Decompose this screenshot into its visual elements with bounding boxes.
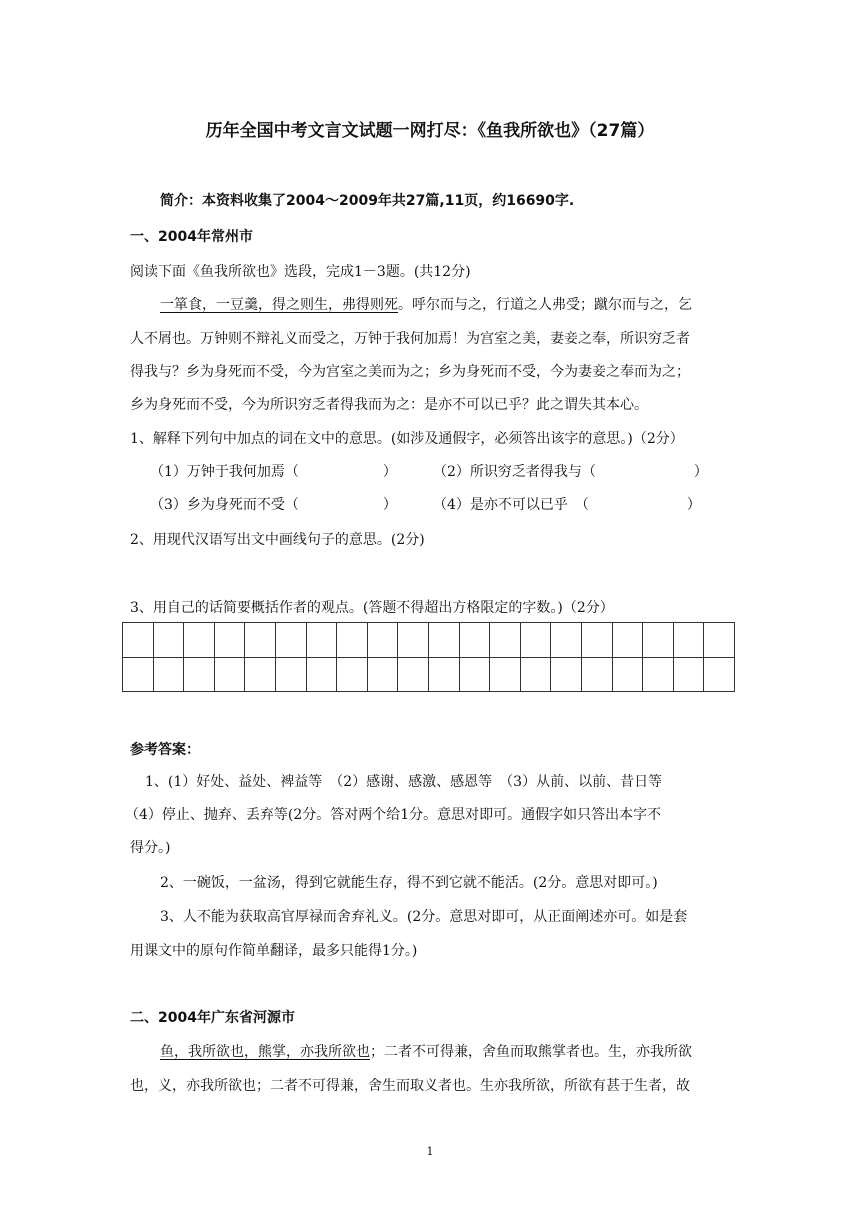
answer-grid-cell[interactable]	[337, 657, 368, 692]
passage-text: ；二者不可得兼，舍鱼而取熊掌者也。生，亦我所欲	[370, 1044, 692, 1060]
answer-grid-cell[interactable]	[428, 657, 459, 692]
answer-grid-cell[interactable]	[673, 623, 704, 658]
answer-grid-cell[interactable]	[367, 623, 398, 658]
answer-grid-cell[interactable]	[428, 623, 459, 658]
answer-grid-cell[interactable]	[398, 623, 429, 658]
answer-grid-cell[interactable]	[245, 657, 276, 692]
section-2-heading: 二、2004年广东省河源市	[130, 1010, 295, 1026]
section-2-passage-line-2: 也，义，亦我所欲也；二者不可得兼，舍生而取义者也。生亦我所欲，所欲有甚于生者，故	[130, 1078, 690, 1094]
answer-grid-cell[interactable]	[551, 657, 582, 692]
answer-1-line-3: 得分。)	[130, 840, 171, 856]
passage-line-3: 得我与？乡为身死而不受，今为宫室之美而为之；乡为身死而不受，今为妻妾之奉而为之；	[130, 364, 690, 380]
answer-grid-cell[interactable]	[306, 657, 337, 692]
answer-grid-cell[interactable]	[490, 657, 521, 692]
answer-grid-cell[interactable]	[153, 623, 184, 658]
answer-grid-cell[interactable]	[214, 657, 245, 692]
answer-grid	[122, 622, 735, 692]
answer-grid-cell[interactable]	[245, 623, 276, 658]
answer-grid-cell[interactable]	[581, 623, 612, 658]
section-2-passage-line-1	[160, 1041, 692, 1061]
answer-grid-cell[interactable]	[184, 657, 215, 692]
underlined-sentence: 一箪食，一豆羹，得之则生，弗得则死	[160, 297, 398, 313]
section-1-instruction: 阅读下面《鱼我所欲也》选段，完成1－3题。(共12分)	[130, 264, 471, 280]
underlined-sentence: 鱼，我所欲也，熊掌，亦我所欲也	[160, 1044, 370, 1060]
answer-grid-cell[interactable]	[367, 657, 398, 692]
answer-grid-cell[interactable]	[275, 657, 306, 692]
answer-1-line-1: 1、(1）好处、益处、裨益等 （2）感谢、感激、感恩等 （3）从前、以前、昔日等	[145, 774, 663, 790]
answer-grid-cell[interactable]	[123, 623, 154, 658]
passage-text: 。呼尔而与之，行道之人弗受；蹴尔而与之，乞	[398, 297, 692, 313]
answer-grid-cell[interactable]	[673, 657, 704, 692]
question-1-item-1: （1）万钟于我何加焉（ ）	[150, 464, 397, 480]
answer-grid-cell[interactable]	[581, 657, 612, 692]
page-number: 1	[426, 1145, 434, 1158]
intro-text: 简介：本资料收集了2004～2009年共27篇,11页，约16690字.	[160, 193, 575, 209]
answer-grid-cell[interactable]	[520, 623, 551, 658]
answer-heading: 参考答案：	[130, 742, 200, 758]
answer-3-line-1: 3、人不能为获取高官厚禄而舍弃礼义。(2分。意思对即可，从正面阐述亦可。如是套	[160, 909, 688, 925]
answer-grid-cell[interactable]	[214, 623, 245, 658]
question-1: 1、解释下列句中加点的词在文中的意思。(如涉及通假字，必须答出该字的意思。)（2分）	[130, 431, 684, 447]
answer-grid-cell[interactable]	[490, 623, 521, 658]
answer-grid-cell[interactable]	[184, 623, 215, 658]
answer-grid-cell[interactable]	[704, 657, 735, 692]
answer-1-line-2: （4）停止、抛弃、丢弃等(2分。答对两个给1分。意思对即可。通假字如只答出本字不	[125, 807, 662, 823]
answer-grid-cell[interactable]	[612, 657, 643, 692]
question-3: 3、用自己的话简要概括作者的观点。(答题不得超出方格限定的字数。)（2分）	[130, 600, 614, 616]
answer-grid-cell[interactable]	[398, 657, 429, 692]
document-title: 历年全国中考文言文试题一网打尽：《鱼我所欲也》（27篇）	[205, 121, 655, 141]
question-2: 2、用现代汉语写出文中画线句子的意思。(2分)	[130, 532, 425, 548]
answer-grid-cell[interactable]	[551, 623, 582, 658]
section-1-heading: 一、2004年常州市	[130, 229, 253, 245]
answer-grid-cell[interactable]	[275, 623, 306, 658]
answer-grid-cell[interactable]	[643, 657, 674, 692]
answer-grid-cell[interactable]	[123, 657, 154, 692]
answer-grid-cell[interactable]	[306, 623, 337, 658]
answer-3-line-2: 用课文中的原句作简单翻译，最多只能得1分。)	[130, 943, 418, 959]
passage-line-4: 乡为身死而不受，今为所识穷乏者得我而为之：是亦不可以已乎？此之谓失其本心。	[130, 397, 648, 413]
answer-grid-cell[interactable]	[643, 623, 674, 658]
question-1-item-3: （3）乡为身死而不受（ ）	[150, 497, 397, 513]
question-1-item-4: （4）是亦不可以已乎 （ ）	[433, 497, 701, 513]
answer-2: 2、一碗饭，一盆汤，得到它就能生存，得不到它就不能活。(2分。意思对即可。)	[160, 875, 658, 891]
answer-grid-cell[interactable]	[612, 623, 643, 658]
passage-line-1	[160, 294, 692, 314]
answer-grid-cell[interactable]	[459, 623, 490, 658]
answer-grid-row	[123, 623, 735, 658]
answer-grid-row	[123, 657, 735, 692]
answer-grid-cell[interactable]	[459, 657, 490, 692]
passage-line-2: 人不屑也。万钟则不辩礼义而受之，万钟于我何加焉！为宫室之美，妻妾之奉，所识穷乏者	[130, 331, 690, 347]
answer-grid-cell[interactable]	[704, 623, 735, 658]
question-1-item-2: （2）所识穷乏者得我与（ ）	[433, 464, 708, 480]
answer-grid-cell[interactable]	[520, 657, 551, 692]
answer-grid-cell[interactable]	[153, 657, 184, 692]
answer-grid-cell[interactable]	[337, 623, 368, 658]
